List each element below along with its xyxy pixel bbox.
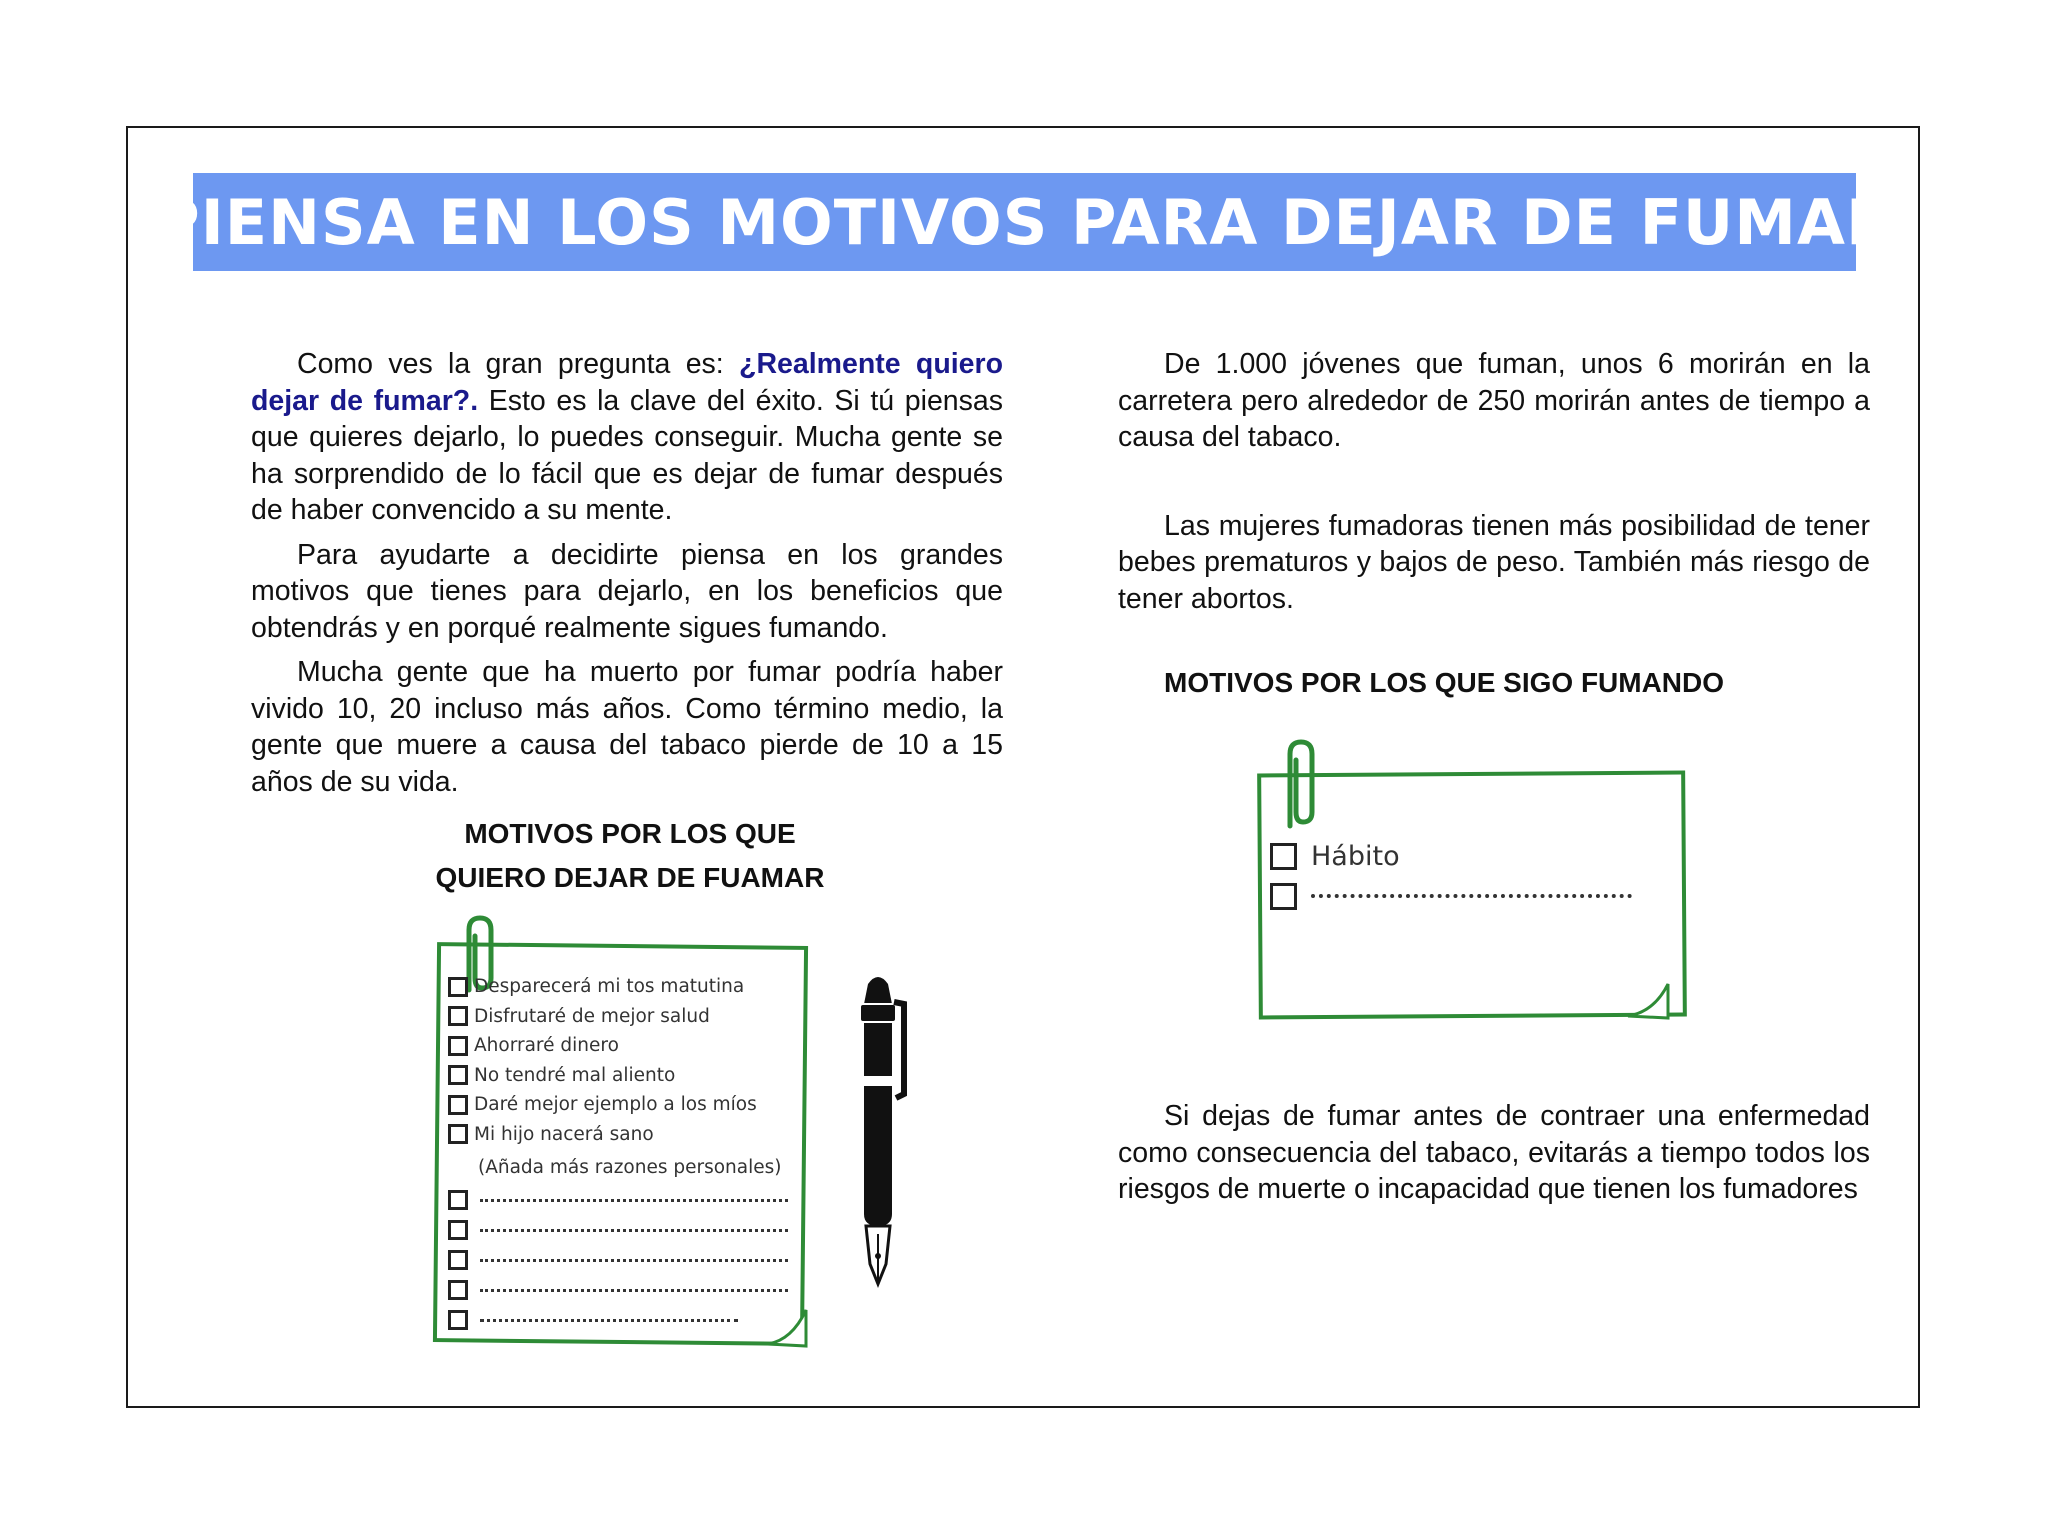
checklist-item[interactable] [448,1002,788,1032]
add-reasons-prompt-text: (Añada más razones personales) [478,1156,782,1178]
paragraph-quit-early: Si dejas de fumar antes de contraer una enfermedad como consecuencia del tabaco, evitarás a tiempo todos los riesgos de muerte o incapacidad que tienen los fumadores [1118,1100,1870,1205]
checklist-item[interactable] [448,1120,788,1150]
left-column [251,346,1003,808]
checklist-item[interactable] [1270,836,1642,876]
paragraph-decide: Para ayudarte a decidirte piensa en los grandes motivos que tienes para dejarlo, en los beneficios que obtendrás y en porqué realmente sigues fumando. [251,538,1003,644]
paragraph-pregnancy-risks: Las mujeres fumadoras tienen más posibilidad de tener bebes prematuros y bajos de peso. También más riesgo de tener abortos. [1118,509,1870,615]
checkbox-icon[interactable] [448,1006,468,1026]
dotted-line [480,1259,788,1262]
blank-reason-line[interactable] [448,1215,788,1245]
checkbox-icon[interactable] [448,1250,468,1270]
key-question: ¿Realmente quiero dejar de fumar?. [251,348,1004,417]
dotted-line [480,1199,788,1202]
dotted-line [480,1319,738,1322]
checklist-item[interactable] [448,1090,788,1120]
checkbox-icon[interactable] [448,1065,468,1085]
checklist-item-label: No tendré mal aliento [474,1064,676,1086]
checkbox-icon[interactable] [448,1280,468,1300]
checkbox-icon[interactable] [448,1095,468,1115]
note-curled-corner [1626,980,1670,1020]
blank-reason-line[interactable] [448,1275,788,1305]
paragraph-question [251,346,1003,529]
right-column-closing [1118,1098,1870,1216]
right-column [1118,346,1870,625]
checklist-item-label: Disfrutaré de mejor salud [474,1005,710,1027]
reasons-to-quit-heading [380,812,880,900]
checklist-item[interactable] [448,1061,788,1091]
checklist-item-label: Hábito [1311,840,1400,872]
paperclip-icon [1276,736,1326,836]
checkbox-icon[interactable] [448,1190,468,1210]
reasons-to-quit-list [448,972,788,1335]
checkbox-icon[interactable] [448,1124,468,1144]
checklist-item-label: Daré mejor ejemplo a los míos [474,1094,757,1116]
reasons-to-keep-smoking-heading [1164,661,1774,705]
reasons-to-keep-smoking-heading-text: MOTIVOS POR LOS QUE SIGO FUMANDO [1164,667,1725,698]
paragraph-question-intro: Como ves la gran pregunta es: [297,348,740,380]
checklist-item-label: Desparecerá mi tos matutina [474,976,745,998]
add-reasons-prompt [448,1149,788,1185]
reasons-to-quit-heading-line2: QUIERO DEJAR DE FUAMAR [435,862,825,893]
checklist-item[interactable] [448,1031,788,1061]
checkbox-icon[interactable] [448,977,468,997]
reasons-to-keep-smoking-list [1270,836,1642,916]
checkbox-icon[interactable] [1270,843,1297,870]
dotted-line [480,1229,788,1232]
title-banner [154,173,1895,271]
dotted-line [1311,894,1632,898]
paragraph-years-lost: Mucha gente que ha muerto por fumar podría haber vivido 10, 20 incluso más años. Como término medio, la gente que muere a causa del tabaco pierde de 10 a 15 años de su vida. [251,656,1003,798]
checklist-item[interactable] [448,972,788,1002]
checkbox-icon[interactable] [448,1036,468,1056]
blank-reason-line[interactable] [448,1185,788,1215]
checklist-item-label: Mi hijo nacerá sano [474,1123,654,1145]
page-title: PIENSA EN LOS MOTIVOS PARA DEJAR DE FUMAR [154,185,1895,259]
blank-reason-line[interactable] [1270,876,1642,916]
blank-reason-line[interactable] [448,1305,788,1335]
blank-reason-line[interactable] [448,1245,788,1275]
checklist-item-label: Ahorraré dinero [474,1035,619,1057]
paragraph-youth-statistics: De 1.000 jóvenes que fuman, unos 6 morirán en la carretera pero alrededor de 250 morirán antes de tiempo a causa del tabaco. [1118,348,1870,453]
reasons-to-quit-heading-line1: MOTIVOS POR LOS QUE [464,818,796,849]
paragraph-question-rest: Esto es la clave del éxito. Si tú piensas que quieres dejarlo, lo puedes conseguir. Mucha gente se ha sorprendido de lo fácil que es dejar de fumar después de haber convencido a su mente. [251,384,1003,526]
checkbox-icon[interactable] [1270,883,1297,910]
checkbox-icon[interactable] [448,1220,468,1240]
checkbox-icon[interactable] [448,1310,468,1330]
pen-icon [838,964,918,1296]
dotted-line [480,1289,788,1292]
